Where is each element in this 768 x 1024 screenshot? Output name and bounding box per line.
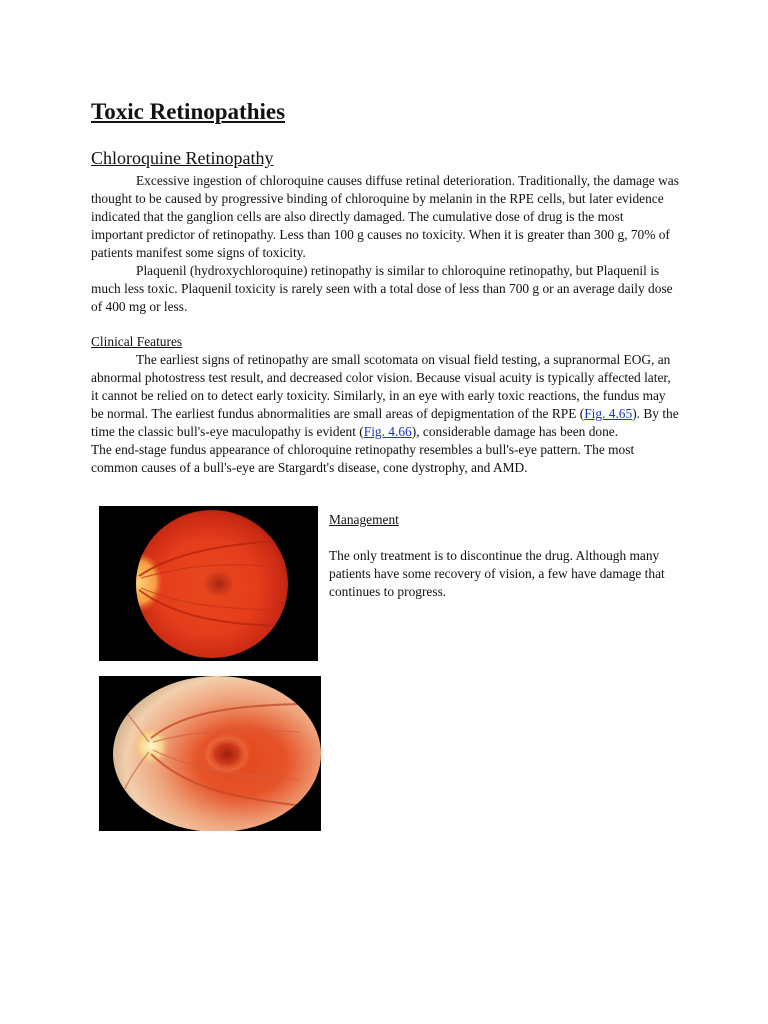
- clinical-features-heading: Clinical Features: [91, 334, 183, 349]
- management-paragraph: The only treatment is to discontinue the drug. Although many patients have some recovery of vision, a few have damage that continues to progress.: [329, 548, 665, 599]
- page-title: Toxic Retinopathies: [91, 99, 286, 124]
- management-section: [329, 511, 679, 601]
- fundus-photo-bulls-eye: [99, 676, 321, 831]
- fig-4-65-link[interactable]: Fig. 4.65: [584, 406, 633, 421]
- paragraph-text: ). By the time the classic bull's-eye maculopathy is evident (: [91, 406, 679, 439]
- paragraph-text: ), considerable damage has been done.: [411, 424, 619, 439]
- fundus-image: [99, 676, 321, 831]
- clinical-features-section: [91, 333, 679, 477]
- intro-section: [91, 172, 679, 316]
- fundus-image: [99, 506, 318, 661]
- intro-paragraph: Excessive ingestion of chloroquine causes diffuse retinal deterioration. Traditionally, the damage was thought to be caused by progressive binding of chloroquine by melanin in the RPE cells, but later evidence indicated that the ganglion cells are also directly damaged. The cumulative dose of drug is the most important predictor of retinopathy. Less than 100 g causes no toxicity. When it is greater than 300 g, 70% of patients manifest some signs of toxicity.: [91, 173, 679, 260]
- fig-4-66-link[interactable]: Fig. 4.66: [363, 424, 412, 439]
- paragraph-text: The earliest signs of retinopathy are small scotomata on visual field testing, a supranormal EOG, an abnormal photostress test result, and decreased color vision. Because visual acuity is typically affected later, it cannot be relied on to detect early toxicity. Similarly, in an eye with early toxic reactions, the fundus may be normal. The earliest fundus abnormalities are small areas of depigmentation of the RPE (: [91, 352, 671, 421]
- intro-paragraph: Plaquenil (hydroxychloroquine) retinopathy is similar to chloroquine retinopathy, but Plaquenil is much less toxic. Plaquenil toxicity is rarely seen with a total dose of less than 700 g or an average daily dose of 400 mg or less.: [91, 263, 673, 314]
- bulls-eye-paragraph: The end-stage fundus appearance of chloroquine retinopathy resembles a bull's-eye pattern. The most common causes of a bull's-eye are Stargardt's disease, cone dystrophy, and AMD.: [91, 442, 635, 475]
- fundus-photo-early-toxicity: [99, 506, 318, 661]
- management-heading: Management: [329, 512, 399, 527]
- section-title: Chloroquine Retinopathy: [91, 148, 274, 168]
- clinical-features-paragraph: [91, 351, 679, 441]
